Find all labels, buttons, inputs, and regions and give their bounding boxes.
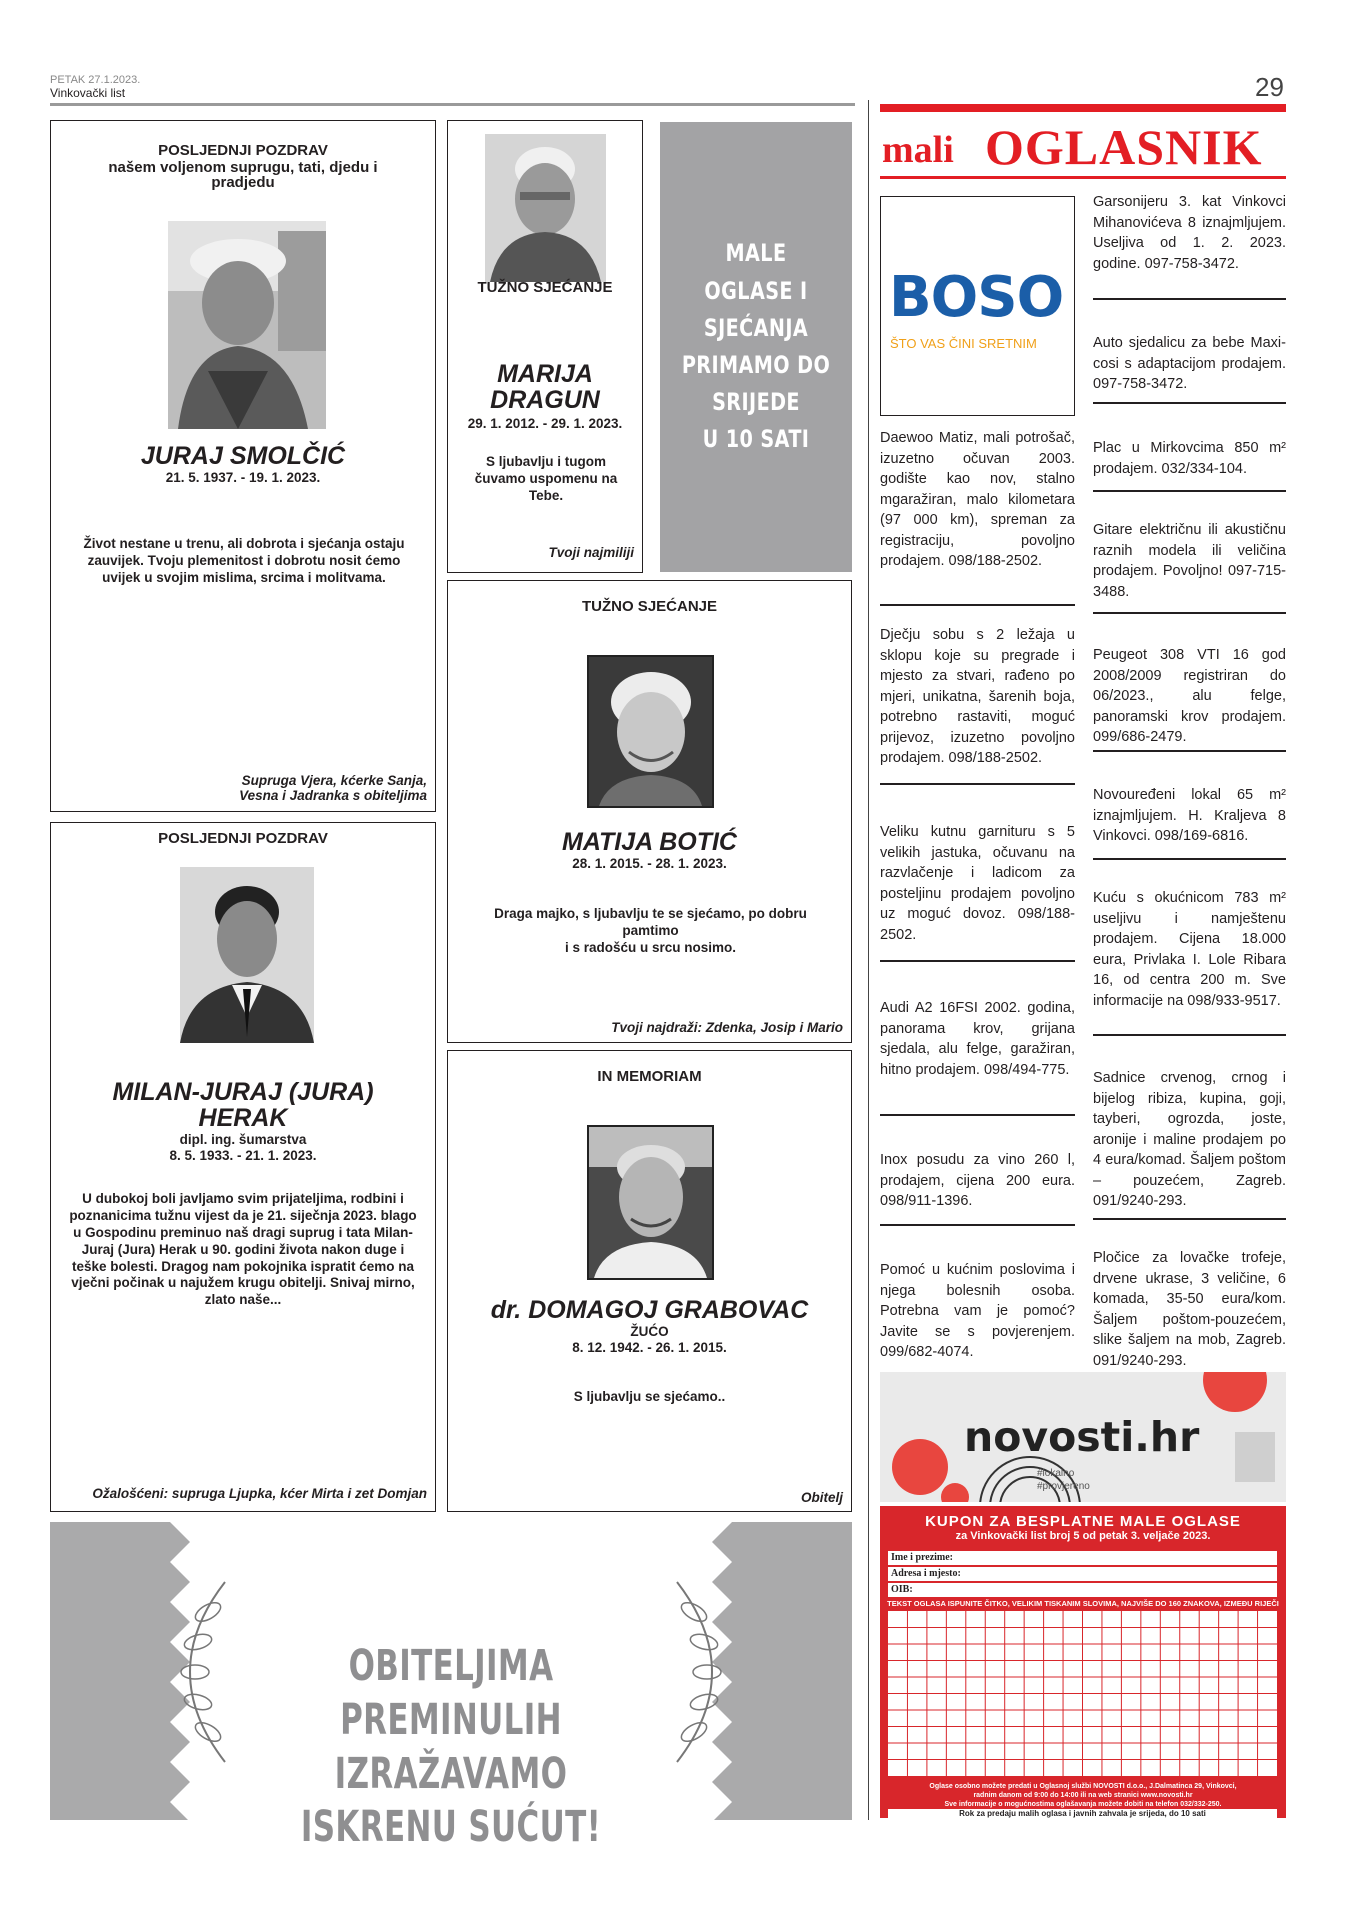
notice-herak: [50, 822, 436, 1512]
classified-ad: Sadnice crvenog, crnog i bijelog ribiza, kupina, goji, tayberi, ogrozda, joste, aronije i maline prodajem po 4 eura/komad. Šaljem poštom – pouzećem, Zagreb. 091/9240-293.: [1093, 1070, 1286, 1210]
coupon-name-field[interactable]: Ime i prezime:: [888, 1551, 1277, 1565]
life-dates: 8. 5. 1933. - 21. 1. 2023.: [169, 1148, 317, 1163]
notice-dragun: [447, 120, 643, 573]
classified-ad: Auto sjedalicu za bebe Maxi-cosi s adaptacijom prodajem. 097-758-3472.: [1093, 335, 1286, 393]
panel-line-2: SJEĆANJA: [703, 313, 809, 342]
column-divider: [868, 100, 869, 1820]
ad-separator: [1093, 490, 1286, 492]
coupon-instructions: TEKST OGLASA ISPUNITE ČITKO, VELIKIM TISKANIM SLOVIMA, NAJVIŠE DO 160 ZNAKOVA, IZMEĐU RIJEČI: [887, 1599, 1279, 1608]
novosti-tags: [1037, 1467, 1090, 1493]
panel-line-3: PRIMAMO DO: [681, 351, 831, 379]
memorial-message: S ljubavlju se sjećamo..: [573, 1389, 726, 1404]
ad-separator: [1093, 612, 1286, 614]
boso-logo: BOSO: [889, 265, 1064, 330]
coupon-title: KUPON ZA BESPLATNE MALE OGLASE: [925, 1513, 1241, 1530]
life-dates: 21. 5. 1937. - 19. 1. 2023.: [165, 470, 321, 485]
name-line-2: DRAGUN: [490, 386, 600, 415]
notice-smolcic: [50, 120, 436, 812]
ad-separator: [880, 1114, 1075, 1116]
nickname: ŽUĆO: [630, 1324, 669, 1339]
ad-separator: [1093, 402, 1286, 404]
life-dates: 29. 1. 2012. - 29. 1. 2023.: [467, 416, 623, 431]
ad-separator: [1093, 750, 1286, 752]
condolence-line-1: OBITELJIMA PREMINULIH: [340, 1641, 562, 1745]
message-line-2: i s radošću u srcu nosimo.: [564, 939, 737, 955]
notice-grabovac: [447, 1050, 852, 1512]
message-line-1: Draga majko, s ljubavlju te se sjećamo, po dobru pamtimo: [494, 906, 807, 938]
classified-ad: Garsonijeru 3. kat Vinkovci Mihanovićeva 8 iznajmljujem. Useljiva od 1. 2. 2023. godine. 097-758-3472.: [1093, 194, 1286, 272]
notice-signature: Ožalošćeni: supruga Ljupka, kćer Mirta i zet Domjan: [92, 1486, 427, 1501]
memorial-message: [468, 906, 833, 957]
deceased-name: JURAJ SMOLČIĆ: [140, 442, 346, 470]
classified-ad: Daewoo Matiz, mali potrošač, izuzetno očuvan 2003. godište kao nov, stalno mgaražiran, malo kilometara (97 000 km), spreman za registraciju, povoljno prodajem. 098/188-2502.: [880, 430, 1075, 570]
memorial-message: Život nestane u trenu, ali dobrota i sjećanja ostaju zauvijek. Tvoju plemenitost i dobrotu nosit ćemo uvijek u svojim mislima, srcima i molitvama.: [83, 536, 405, 585]
coupon-footer-line-1: Oglase osobno možete predati u Oglasnoj službi NOVOSTI d.o.o., J.Dalmatinca 29, Vinkovci,: [929, 1783, 1237, 1790]
ad-separator: [880, 604, 1075, 606]
signature-line-1: Supruga Vjera, kćerke Sanja,: [241, 773, 427, 788]
portrait-photo: [168, 221, 326, 429]
condolence-text: [267, 1640, 636, 1855]
classifieds-brand-small: mali: [882, 129, 954, 171]
classified-ad: Plac u Mirkovcima 850 m² prodajem. 032/334-104.: [1093, 440, 1286, 477]
ad-separator: [1093, 858, 1286, 860]
classified-ad: Pomoć u kućnim poslovima i njega bolesnih osoba. Potrebna vam je pomoć? Javite se s povjerenjem. 099/682-4074.: [880, 1262, 1075, 1361]
classified-ad: Peugeot 308 VTI 16 god 2008/2009 registriran do 06/2023., alu felge, panoramski krov prodajem. 099/686-2479.: [1093, 647, 1286, 746]
coupon-footer: [884, 1782, 1282, 1809]
name-line-1: MILAN-JURAJ (JURA): [112, 1078, 374, 1106]
classified-ad: Inox posudu za vino 260 l, prodajem, cijena 200 eura. 098/911-1396.: [880, 1152, 1075, 1210]
coupon-subtitle: za Vinkovački list broj 5 od petak 3. veljače 2023.: [955, 1530, 1211, 1542]
portrait-photo: [587, 1125, 714, 1280]
memorial-message: S ljubavlju i tugom čuvamo uspomenu na Tebe.: [474, 454, 618, 503]
coupon-footer-line-3: Sve informacije o mogućnostima oglašavanja možete dobiti na telefon 032/332-250.: [944, 1801, 1222, 1809]
deceased-name: dr. DOMAGOJ GRABOVAC: [490, 1296, 809, 1324]
panel-line-5: U 10 SATI: [702, 425, 810, 454]
notice-title: POSLJEDNJI POZDRAV: [158, 830, 328, 847]
notice-title: TUŽNO SJEĆANJE: [581, 598, 718, 615]
deadline-info-panel: [660, 122, 852, 572]
ad-separator: [880, 960, 1075, 962]
panel-line-4: SRIJEDE: [712, 388, 800, 417]
classified-ad: Pločice za lovačke trofeje, drvene ukrase, 3 veličine, 6 komada, 35-50 eura/kom. Šaljem poštom-pouzećem, slike šaljem na mob, Zagreb. 091/9240-293.: [1093, 1250, 1286, 1369]
ad-separator: [1093, 298, 1286, 300]
life-dates: 8. 12. 1942. - 26. 1. 2015.: [572, 1340, 727, 1355]
life-dates: 28. 1. 2015. - 28. 1. 2023.: [572, 856, 727, 871]
portrait-photo: [485, 134, 606, 282]
deceased-name: MATIJA BOTIĆ: [562, 828, 737, 856]
boso-slogan: ŠTO VAS ČINI SRETNIM: [890, 336, 1037, 351]
memorial-message: U dubokoj boli javljamo svim prijateljima, rodbini i poznanicima tužnu vijest da je 21. siječnja 2023. blago u Gospodinu preminuo naš dragi suprug i tata Milan-Juraj (Jura) Herak u 90. godini života nakon duge i teške bolesti. Dragog nam pokojnika ispratit ćemo na vječni počinak u najužem krugu obitelji. Snivaj mirno, zlato naše...: [69, 1191, 417, 1308]
notice-signature: Obitelj: [800, 1490, 843, 1505]
portrait-photo: [180, 867, 314, 1043]
ad-separator: [1093, 1218, 1286, 1220]
profession: dipl. ing. šumarstva: [179, 1132, 307, 1147]
name-line-2: HERAK: [198, 1104, 288, 1133]
portrait-photo: [587, 655, 714, 808]
classified-ad: Dječju sobu s 2 ležaja u sklopu koje su pregrade i mjesto za stvari, rađeno po mjeri, unikatna, šarenih boja, potrebno rastaviti, moguć prijevoz, izuzetno povoljno prodajem. 098/188-2502.: [880, 627, 1075, 767]
ad-separator: [880, 783, 1075, 785]
paper-name: Vinkovački list: [50, 86, 126, 100]
notice-title: TUŽNO SJEĆANJE: [477, 279, 613, 296]
deceased-name: [51, 1079, 435, 1132]
page-number: 29: [1255, 72, 1284, 102]
classified-ad: Veliku kutnu garnituru s 5 velikih jastuka, očuvanu na razvlačenje i ladicom za posteljinu prodajem povoljno uz moguć dovoz. 098/188-2502.: [880, 824, 1075, 943]
ad-separator: [880, 1224, 1075, 1226]
classified-ad: Audi A2 16FSI 2002. godina, panorama krov, grijana sjedala, alu felge, garažiran, hitno prodajem. 098/494-775.: [880, 1000, 1075, 1078]
classified-ad: Kuću s okućnicom 783 m² useljivu i namještenu prodajem. Cijena 18.000 eura, Privlaka I. Lole Ribara 16, od centra 200 m. Sve informacije na 098/933-9517.: [1093, 890, 1286, 1009]
condolence-line-2: IZRAŽAVAMO ISKRENU SUĆUT!: [300, 1748, 602, 1853]
header-rule: [50, 103, 855, 106]
issue-date: PETAK 27.1.2023.: [50, 74, 141, 86]
notice-botic: [447, 580, 852, 1043]
notice-signature: Tvoji najmiliji: [548, 545, 634, 560]
coupon-deadline: Rok za predaju malih oglasa i javnih zahvala je srijeda, do 10 sati: [888, 1809, 1277, 1819]
name-line-1: MARIJA: [497, 360, 593, 388]
notice-subtitle: našem voljenom suprugu, tati, djedu i pradjedu: [108, 158, 378, 192]
classifieds-brand-big: OGLASNIK: [985, 119, 1263, 175]
coupon-oib-field[interactable]: OIB:: [888, 1583, 1277, 1597]
notice-signature: Tvoji najdraži: Zdenka, Josip i Mario: [611, 1020, 843, 1035]
coupon-grid-lines: [888, 1611, 1277, 1776]
deceased-name: [448, 361, 642, 414]
novosti-tag-1: #lokalno: [1037, 1468, 1075, 1479]
classifieds-top-bar: [880, 104, 1286, 112]
panel-line-1: MALE OGLASE I: [704, 239, 808, 305]
notice-title: POSLJEDNJI POZDRAV: [158, 142, 328, 159]
coupon-address-field[interactable]: Adresa i mjesto:: [888, 1567, 1277, 1581]
notice-title: IN MEMORIAM: [597, 1068, 702, 1085]
classified-ad: Novouređeni lokal 65 m² iznajmljujem. H. Kraljeva 8 Vinkovci. 098/169-6816.: [1093, 787, 1286, 845]
coupon-text-grid[interactable]: [888, 1611, 1277, 1776]
ad-separator: [1093, 1034, 1286, 1036]
classifieds-underline: [880, 176, 1286, 179]
novosti-tag-2: #provjereno: [1037, 1481, 1090, 1492]
notice-signature: [239, 774, 427, 804]
signature-line-2: Vesna i Jadranka s obiteljima: [239, 787, 427, 803]
novosti-site: novosti.hr: [964, 1413, 1200, 1461]
coupon-footer-line-2: radnim danom od 9:00 do 14:00 ili na web stranici www.novosti.hr: [973, 1792, 1193, 1800]
classified-ad: Gitare električnu ili akustičnu raznih modela ili veličina prodajem. Povoljno! 097-715-3488.: [1093, 522, 1286, 600]
